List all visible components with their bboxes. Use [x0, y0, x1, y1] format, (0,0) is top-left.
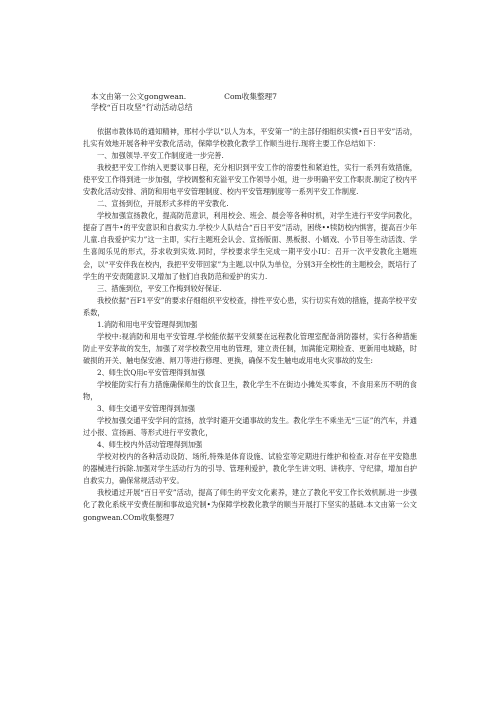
document-body	[83, 126, 417, 524]
subsection-heading: 2、师生饮Q用c平安管理得到加强	[97, 367, 205, 377]
subsection-heading: 1.消防和用电平安管理得到加强	[97, 319, 198, 329]
page-header	[91, 91, 277, 102]
section-heading: 一、加强领导.平安工作制度进一步完善.	[97, 151, 224, 161]
paragraph: 学校对校内的各种活动设防、场所,特殊是体育设施、试验室等定期进行维护和检查.对存在平安隐患的器械进行拆除.加强对学生活动行为的引导、管理利爱护，教化学生讲文明、讲秩序、守纪律，增加自护自救实力，确保常规活动平安。	[83, 452, 417, 486]
paragraph: 学校中:视消防和用电平安管理.学校能依据平安须要在远程教化管理室配备消防器材，实行各种措施防止平安茅故的发生，加强了对学校教空用电的管理，建立责任制，加满能定期检查、更新用电城路，时破损的开关、触电保安港、闸刀等进行修理、更换，确保不发生触电或用电火灾事故的发生:	[83, 331, 417, 365]
header-source-left: 本文由第一公文gongwean.	[91, 92, 187, 101]
subsection-heading: 4、师生校内外活动管理得到加强	[97, 440, 203, 450]
paragraph: 学校加强宣扬教化，提高防范意识，利用校会、班会、晨会等各种时机，对学生进行平安学问教化，提奋了酉牛•的平安意识和自救实力.学校少人队结合“百日平安”活动，困绕••犊防校内惧害，提高百少年儿童.自我爱护实力”这一主即，实行主题班会认会、宣扬版面、黑板报、小婿戏、小节目等生动活泼、学生喜闻乐见的形式，芬求收到实效.同时，学校要求学生完成一期平安小IU：召开一次平安教化主题班会，以“平安伴我在校内，我把平安带回家”为主题,以中队为单位，分别3开全校性的主题校会，既培行了学生的平安责随意识.又增加了他们自我防范和爱护的实力.	[83, 211, 417, 281]
document-title: 学校“百日攻坚”行动活动总结	[91, 103, 193, 112]
paragraph: 我校依据“百F1平安”的要求仔细组织平安校查，排性平安心患，实行切实有效的措施，提高学校平安系数，	[83, 295, 417, 317]
subsection-heading: 3、师生交通平安管理得到加强	[97, 404, 196, 414]
paragraph: 学校能防实行有力措施确保师生的饮食卫生，教化学生不在街边小摊处买零食，不食用来历不明的食物，	[83, 379, 417, 402]
paragraph: 依据市教体局的通知精神，邢村小学以“以人为本，平安第一”的主部仔细组织实惯•百日平安”活动，扎实有效地开展各种平安教化活动，保障学校教化教学工作顺当进行.现将主要工作总结如下：	[83, 127, 417, 149]
paragraph: 我校通过开展“百日平安”活动，提高了师生的平安文化素养，建立了教化平安工作长效机制.进一步强化了教化系统平安费任制和事故追究制•为保障学校教化教学的顺当开展打下坚实的基础.本文由第一公文gongwean.COm收集整理7	[83, 488, 417, 522]
header-source-right: Com收集整理7	[224, 92, 277, 101]
paragraph: 学校加强交通平安学问的宣扬，放学时避开交通事故的发生。教化学生不乘坐无“三证”的汽车，并通过小报、宣扬画、等形式进行平安教化，	[83, 416, 417, 438]
section-heading: 三、措施到位，平安工作梅到较好保证.	[97, 283, 222, 293]
paragraph: 我校把平安工作纳入更要议事日程，充分相识到平安工作的溶要性和紧迫性，实行一系列有效措施，使平安工作得到进一步加强，学校调整和充溢平安工作领导小姐，进一步明确平安工作职责.制定了校内平安教化活动安排、消防和用电平安管理制度、校内平安管理制度等一系列平安工作制度.	[83, 163, 417, 197]
section-heading: 二、宣扬到位，开展形式多样的平安教化.	[97, 199, 229, 209]
